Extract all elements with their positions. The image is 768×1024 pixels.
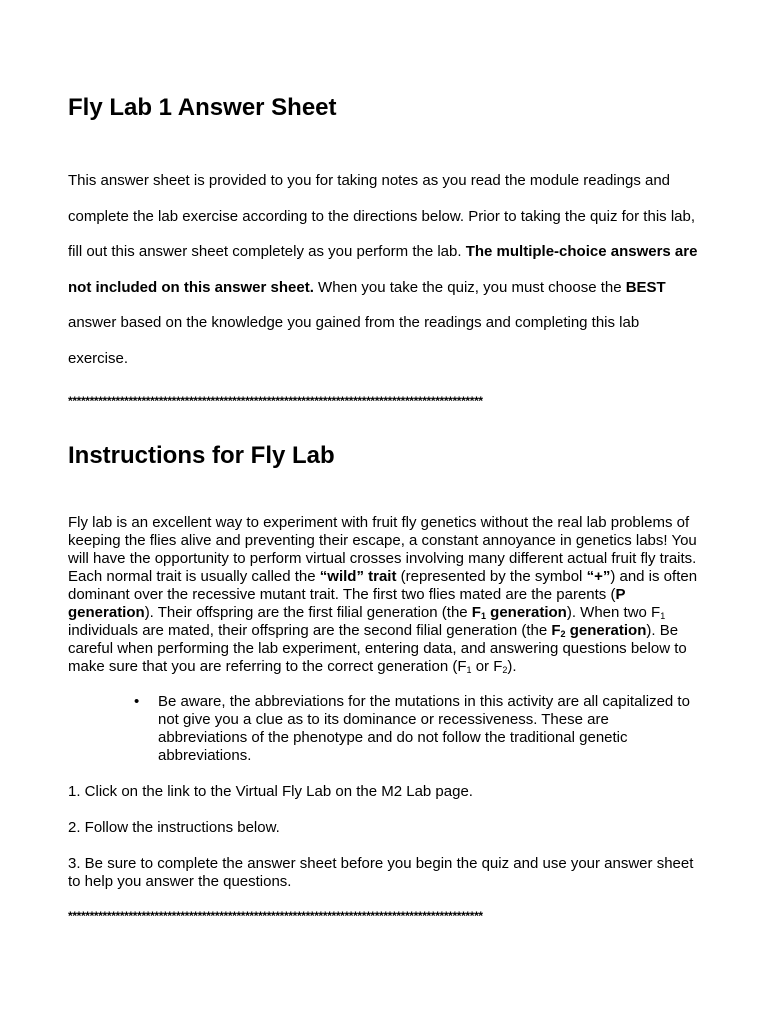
separator: ************************************************************************************************ <box>68 394 483 408</box>
paragraph-text: ). Their offspring are the first filial generation (the <box>144 604 472 621</box>
paragraph-text: (represented by the symbol <box>396 568 587 585</box>
intro-line: complete the lab exercise according to the directions below. Prior to taking the quiz for this lab, <box>68 207 696 225</box>
generation-word: generation <box>485 604 567 621</box>
paragraph-text: ). Be <box>646 622 679 639</box>
p-generation-term: generation <box>68 604 145 621</box>
f-letter: F <box>551 622 561 639</box>
paragraph-line <box>68 586 704 604</box>
intro-paragraph <box>68 163 704 377</box>
generation-word: generation <box>565 622 647 639</box>
bullet-line: abbreviations of the phenotype and do not follow the traditional genetic <box>158 729 628 746</box>
paragraph-line: Fly lab is an excellent way to experiment with fruit fly genetics without the real lab problems of <box>68 514 690 531</box>
subscript: 2 <box>560 629 566 639</box>
intro-line: This answer sheet is provided to you for taking notes as you read the module readings and <box>68 172 671 189</box>
step-text: 2. Follow the instructions below. <box>68 819 280 836</box>
instructions-paragraph <box>68 514 704 676</box>
paragraph-text: make sure that you are referring to the correct generation (F <box>68 658 467 675</box>
f2-generation-term <box>551 622 646 639</box>
page-title: Fly Lab 1 Answer Sheet <box>68 94 337 121</box>
paragraph-line <box>68 568 704 586</box>
separator: ************************************************************************************************ <box>68 909 483 923</box>
bullet-line: not give you a clue as to its dominance or recessiveness. These are <box>158 711 609 728</box>
subscript: 1 <box>660 611 666 621</box>
intro-text: fill out this answer sheet completely as you perform the lab. <box>68 243 466 261</box>
step-3 <box>68 855 704 891</box>
intro-line <box>68 234 704 270</box>
intro-bold-text: BEST <box>625 278 666 296</box>
paragraph-text: ) and is often <box>610 568 698 585</box>
subscript: 1 <box>480 611 486 621</box>
intro-line <box>68 270 704 306</box>
step-text: 1. Click on the link to the Virtual Fly Lab on the M2 Lab page. <box>68 783 473 800</box>
paragraph-text: or F <box>471 658 503 675</box>
subscript: 2 <box>502 665 508 675</box>
wild-trait-term: “wild” trait <box>319 568 397 585</box>
step-text: to help you answer the questions. <box>68 873 292 890</box>
plus-symbol: “+” <box>586 568 611 585</box>
bullet-line: Be aware, the abbreviations for the mutations in this activity are all capitalized to <box>158 693 690 710</box>
step-text: 3. Be sure to complete the answer sheet before you begin the quiz and use your answer sheet <box>68 855 694 872</box>
intro-bold-text: not included on this answer sheet. <box>68 278 314 296</box>
bullet-line: abbreviations. <box>158 747 252 764</box>
paragraph-line: keeping the flies alive and preventing their escape, a constant annoyance in genetics labs! You <box>68 532 697 549</box>
intro-text: When you take the quiz, you must choose the <box>313 278 626 296</box>
paragraph-text: dominant over the recessive mutant trait. The first two flies mated are the parents ( <box>68 586 616 603</box>
paragraph-line: careful when performing the lab experiment, entering data, and answering questions below to <box>68 640 687 657</box>
paragraph-line <box>68 658 704 676</box>
f1-generation-term <box>472 604 567 621</box>
paragraph-line <box>68 622 704 640</box>
paragraph-line <box>68 604 704 622</box>
step-1 <box>68 783 704 801</box>
paragraph-text: individuals are mated, their offspring are the second filial generation (the <box>68 622 552 639</box>
paragraph-text: ). <box>507 658 517 675</box>
paragraph-text: Each normal trait is usually called the <box>68 568 320 585</box>
subscript: 1 <box>466 665 472 675</box>
intro-line: exercise. <box>68 349 129 367</box>
section-title: Instructions for Fly Lab <box>68 442 335 469</box>
paragraph-text: ). When two F <box>566 604 661 621</box>
bullet-icon: • <box>134 693 140 710</box>
intro-bold-text: The multiple-choice answers are <box>465 243 698 261</box>
step-2 <box>68 819 704 837</box>
paragraph-line: will have the opportunity to perform virtual crosses involving many different actual fruit fly traits. <box>68 550 697 567</box>
intro-line: answer based on the knowledge you gained from the readings and completing this lab <box>68 314 640 332</box>
bullet-text <box>158 693 690 765</box>
p-generation-term: P <box>615 586 626 603</box>
f-letter: F <box>471 604 481 621</box>
